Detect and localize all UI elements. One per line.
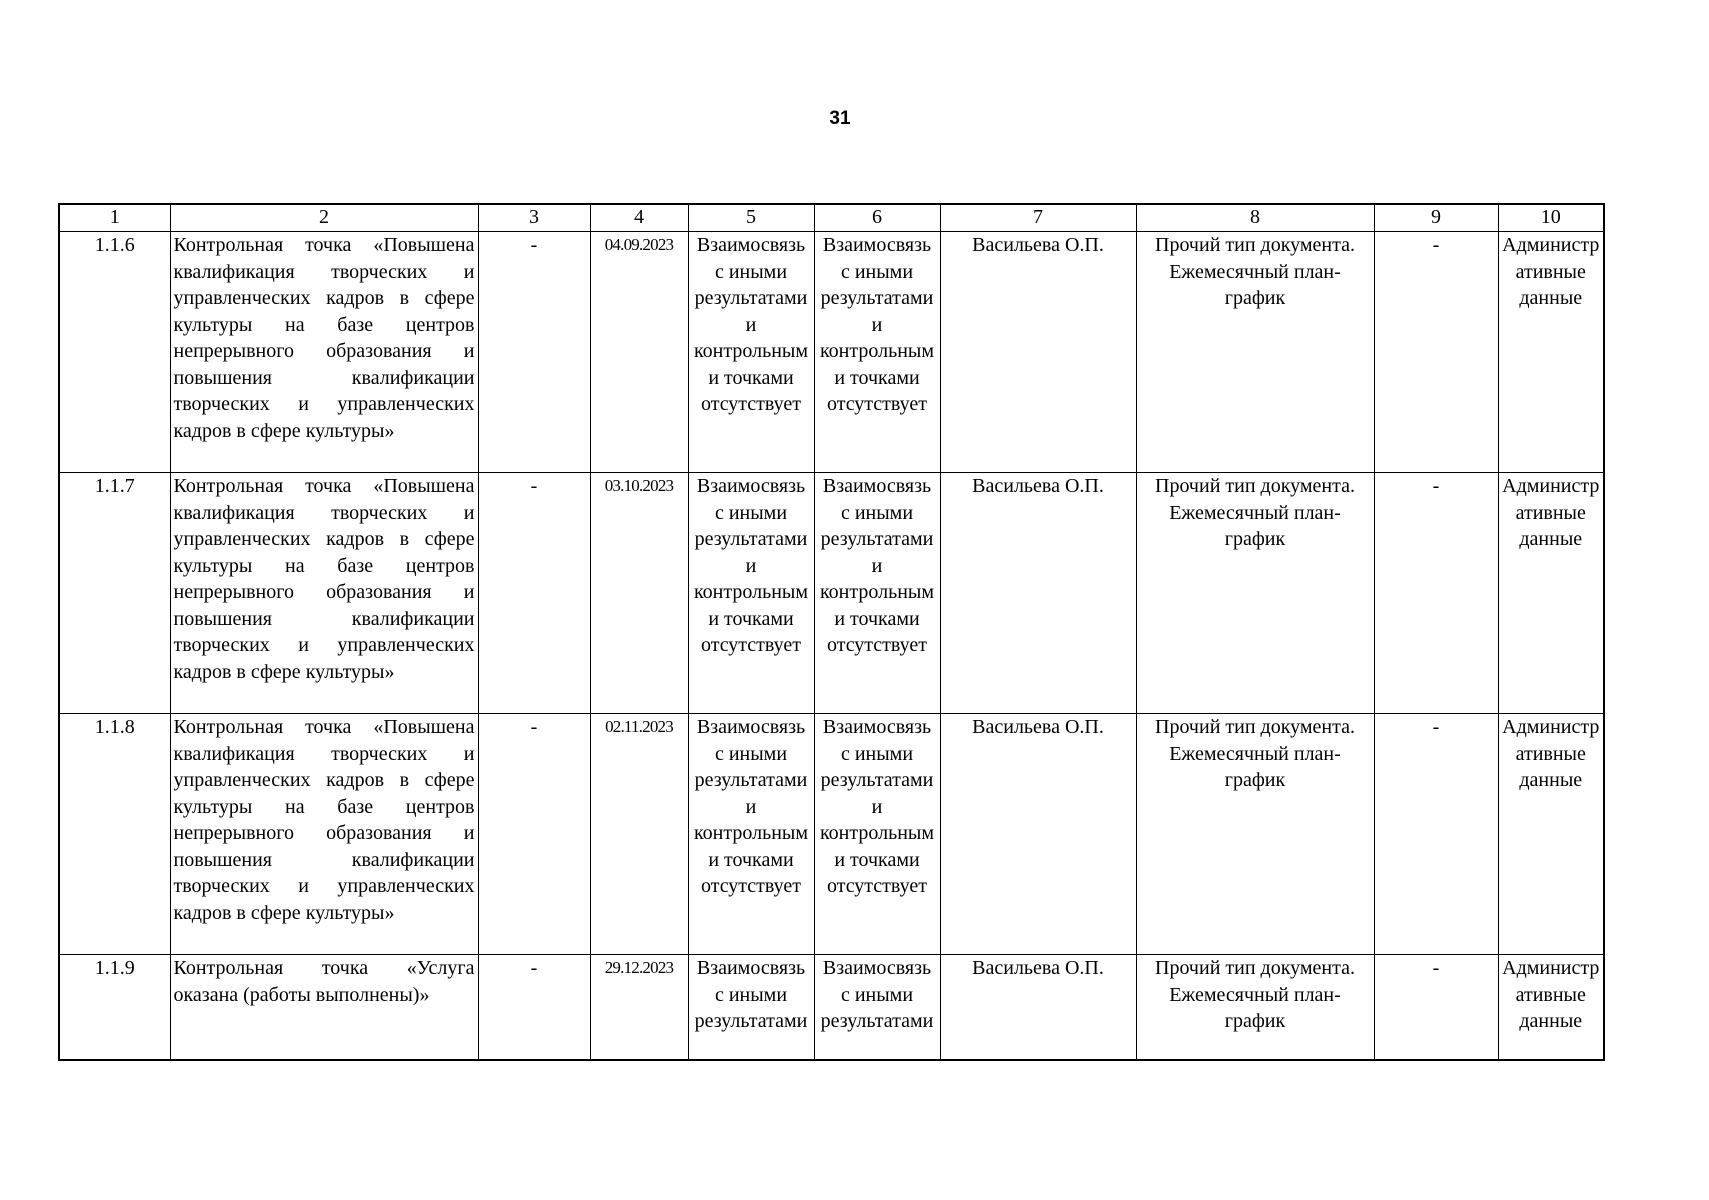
document-type-cell: Прочий тип документа. Ежемесячный план-график	[1136, 473, 1374, 714]
table-row	[59, 473, 1604, 714]
cell-col9: -	[1374, 473, 1498, 714]
control-point-name: Контрольная точка «Повышена квалификация творческих и управленческих кадров в сфере культуры на базе центров непрерывного образования и повышения квалификации творческих и управленческих кадров в сфере культуры»	[170, 473, 478, 714]
cell-col3: -	[478, 955, 590, 1061]
table-row	[59, 955, 1604, 1061]
relation-cell: Взаимосвязь с иными результатами и контрольными точками отсутствует	[688, 714, 814, 955]
data-source-cell: Административные данные	[1498, 714, 1604, 955]
cell-col9: -	[1374, 955, 1498, 1061]
date-cell: 03.10.2023	[590, 473, 688, 714]
control-point-name: Контрольная точка «Услуга оказана (работы выполнены)»	[170, 955, 478, 1061]
row-number: 1.1.8	[59, 714, 170, 955]
date-cell: 02.11.2023	[590, 714, 688, 955]
document-type-cell: Прочий тип документа. Ежемесячный план-график	[1136, 714, 1374, 955]
relation-cell: Взаимосвязь с иными результатами	[814, 955, 940, 1061]
column-header: 1	[59, 204, 170, 232]
row-number: 1.1.9	[59, 955, 170, 1061]
table-row	[59, 232, 1604, 473]
column-header: 7	[940, 204, 1136, 232]
responsible-cell: Васильева О.П.	[940, 473, 1136, 714]
cell-col3: -	[478, 232, 590, 473]
control-point-name: Контрольная точка «Повышена квалификация творческих и управленческих кадров в сфере культуры на базе центров непрерывного образования и повышения квалификации творческих и управленческих кадров в сфере культуры»	[170, 232, 478, 473]
column-header: 5	[688, 204, 814, 232]
relation-cell: Взаимосвязь с иными результатами	[688, 955, 814, 1061]
column-header: 8	[1136, 204, 1374, 232]
relation-cell: Взаимосвязь с иными результатами и контрольными точками отсутствует	[688, 473, 814, 714]
document-table	[58, 203, 1605, 1061]
cell-col9: -	[1374, 232, 1498, 473]
data-source-cell: Административные данные	[1498, 232, 1604, 473]
document-type-cell: Прочий тип документа. Ежемесячный план-график	[1136, 955, 1374, 1061]
relation-cell: Взаимосвязь с иными результатами и контрольными точками отсутствует	[814, 714, 940, 955]
data-source-cell: Административные данные	[1498, 955, 1604, 1061]
column-header: 2	[170, 204, 478, 232]
column-header: 3	[478, 204, 590, 232]
row-number: 1.1.7	[59, 473, 170, 714]
date-cell: 29.12.2023	[590, 955, 688, 1061]
cell-col9: -	[1374, 714, 1498, 955]
column-header: 10	[1498, 204, 1604, 232]
relation-cell: Взаимосвязь с иными результатами и контрольными точками отсутствует	[814, 232, 940, 473]
responsible-cell: Васильева О.П.	[940, 232, 1136, 473]
responsible-cell: Васильева О.П.	[940, 714, 1136, 955]
relation-cell: Взаимосвязь с иными результатами и контрольными точками отсутствует	[688, 232, 814, 473]
table-row	[59, 714, 1604, 955]
column-header: 9	[1374, 204, 1498, 232]
cell-col3: -	[478, 473, 590, 714]
responsible-cell: Васильева О.П.	[940, 955, 1136, 1061]
data-source-cell: Административные данные	[1498, 473, 1604, 714]
column-header: 4	[590, 204, 688, 232]
date-cell: 04.09.2023	[590, 232, 688, 473]
control-point-name: Контрольная точка «Повышена квалификация творческих и управленческих кадров в сфере культуры на базе центров непрерывного образования и повышения квалификации творческих и управленческих кадров в сфере культуры»	[170, 714, 478, 955]
page-number: 31	[829, 108, 851, 129]
relation-cell: Взаимосвязь с иными результатами и контрольными точками отсутствует	[814, 473, 940, 714]
cell-col3: -	[478, 714, 590, 955]
header-row	[59, 204, 1604, 232]
column-header: 6	[814, 204, 940, 232]
document-type-cell: Прочий тип документа. Ежемесячный план-график	[1136, 232, 1374, 473]
row-number: 1.1.6	[59, 232, 170, 473]
